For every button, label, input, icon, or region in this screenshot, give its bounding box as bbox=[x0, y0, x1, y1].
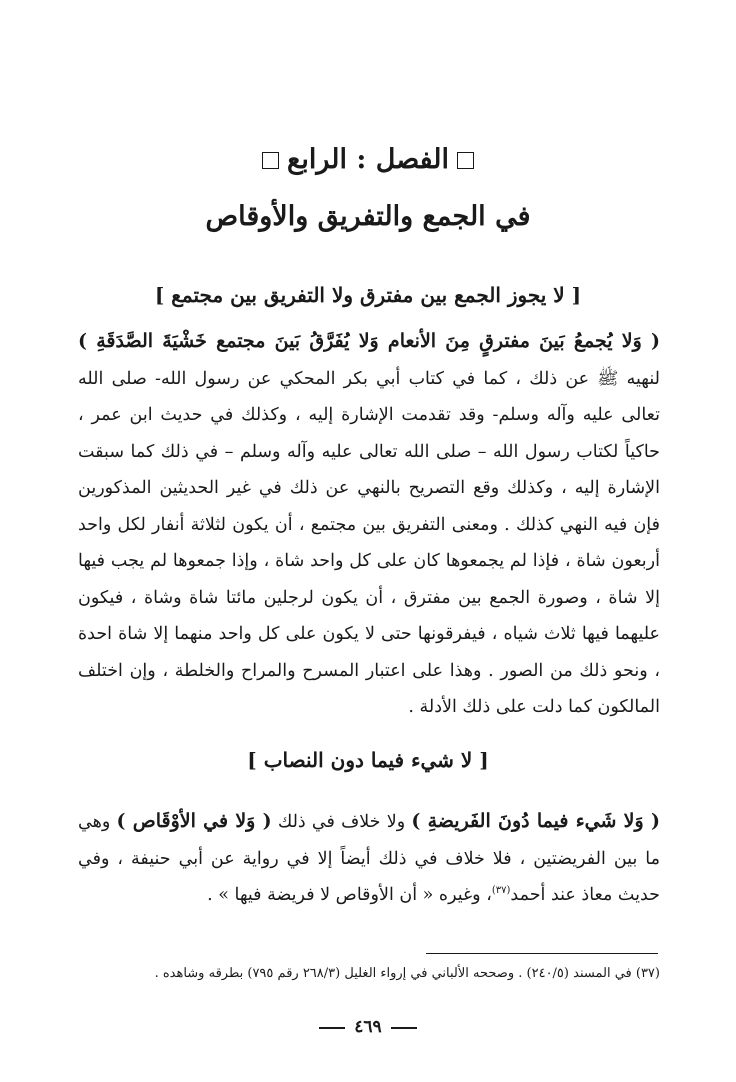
chapter-subtitle: في الجمع والتفريق والأوقاص bbox=[205, 201, 531, 232]
chapter-heading bbox=[0, 140, 736, 180]
paragraph-awqas bbox=[78, 803, 660, 914]
page-number-text: ٤٦٩ bbox=[354, 1017, 382, 1037]
hadith-quote: ( وَلا في الأوْقَاص ) bbox=[116, 810, 272, 832]
section-heading-below-nisab: [ لا شيء فيما دون النصاب ] bbox=[247, 748, 489, 772]
hadith-quote: ( وَلا شَيء فيما دُونَ الفَريضةِ ) bbox=[411, 810, 660, 832]
dash-ornament bbox=[319, 1027, 345, 1029]
paragraph-text: ولا خلاف في ذلك bbox=[271, 812, 412, 832]
box-ornament-icon bbox=[262, 152, 279, 169]
chapter-heading-text: الفصل : الرابع bbox=[286, 144, 450, 175]
dash-ornament bbox=[391, 1027, 417, 1029]
footnote: (٣٧) في المسند (٢٤٠/٥) . وصححه الألباني في إرواء الغليل (٢٦٨/٣ رقم ٧٩٥) بطرقه وشاهده . bbox=[154, 966, 660, 981]
box-ornament-icon bbox=[457, 152, 474, 169]
footnote-reference: (٣٧) bbox=[491, 885, 511, 897]
hadith-quote: ( وَلا يُجمعُ بَينَ مفترقٍ مِنَ الأنعام وَلا يُفَرَّقُ بَينَ مجتمع خَشْيَةَ الصَّدَقَةِ ) bbox=[78, 330, 660, 352]
footnote-divider bbox=[426, 953, 658, 954]
paragraph-text: لنهيه ﷺ عن ذلك ، كما في كتاب أبي بكر المحكي عن رسول الله- صلى الله تعالى عليه وآله وسلم- وقد تقدمت الإشارة إليه ، وكذلك في حديث ابن عمر ، حاكياً لكتاب رسول الله – صلى الله تعالى عليه وآله وسلم – في ذلك كما سبقت الإشارة إليه ، وكذلك وقع التصريح بالنهي عن ذلك في غير الحديثين المذكورين فإن فيه النهي كذلك . ومعنى التفريق بين مجتمع ، أن يكون لثلاثة أنفار لكل واحد أربعون شاة ، فإذا لم يجمعوها كان على كل واحد شاة ، وإذا جمعوها لم يجب فيها إلا شاة ، وصورة الجمع بين مفترق ، أن يكون لرجلين مائتا شاة وشاة ، فيكون عليهما فيها ثلاث شياه ، فيفرقونها حتى لا يكون على كل واحد منهما إلا شاة احدة ، ونحو ذلك من الصور . وهذا على اعتبار المسرح والمراح والخلطة ، وإن اختلف المالكون كما دلت على ذلك الأدلة . bbox=[78, 368, 660, 717]
paragraph-text: وهي ما بين الفريضتين ، فلا خلاف في ذلك أيضاً إلا في رواية عن أبي حنيفة ، وفي حديث معاذ عند أحمد bbox=[78, 812, 660, 905]
paragraph-text: ، وغيره « أن الأوقاص لا فريضة فيها » . bbox=[207, 885, 492, 905]
section-heading-no-combining: [ لا يجوز الجمع بين مفترق ولا التفريق بين مجتمع ] bbox=[154, 283, 582, 307]
paragraph-combining-separating bbox=[78, 323, 660, 726]
page-number bbox=[0, 1017, 736, 1037]
